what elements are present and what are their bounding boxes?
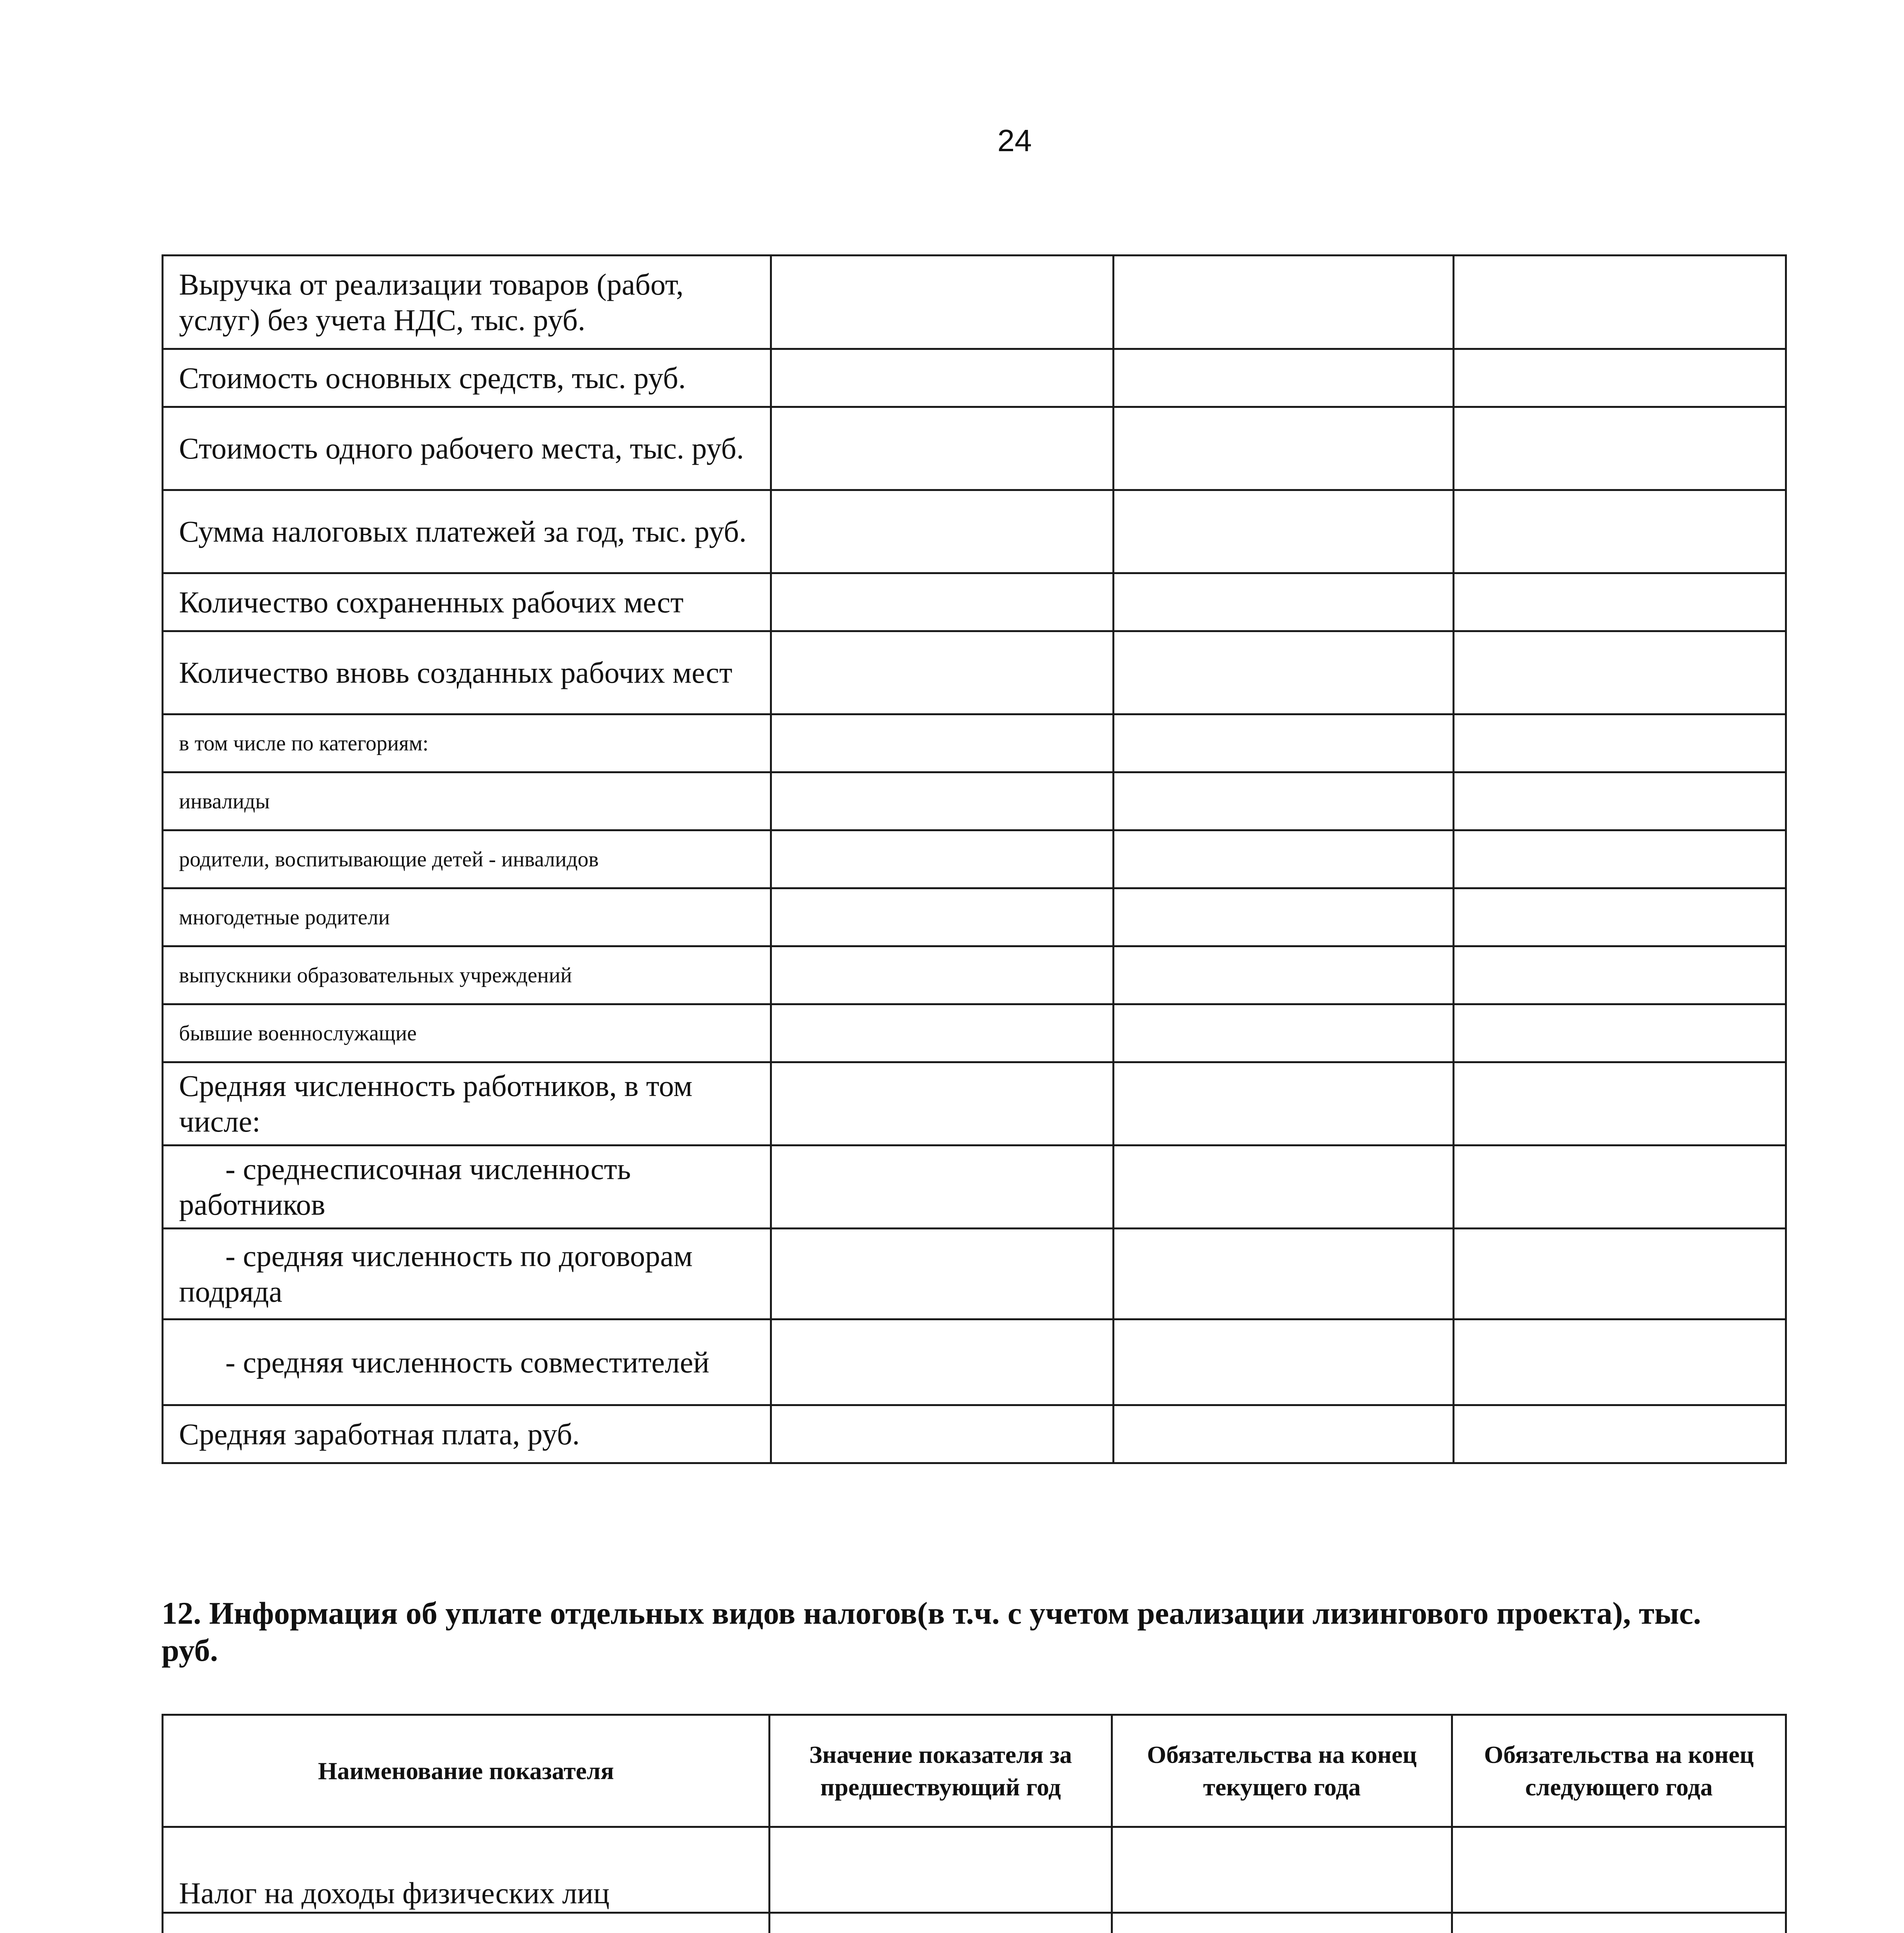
- value-cell[interactable]: [1114, 772, 1454, 830]
- value-cell[interactable]: [1114, 830, 1454, 888]
- row-label-profit-tax: [163, 1913, 770, 1933]
- row-label-parents-disabled-children: родители, воспитывающие детей - инвалидов: [163, 830, 771, 888]
- row-label-payroll-headcount: - среднесписочная численность работников: [163, 1145, 771, 1229]
- row-label-personal-income-tax: Налог на доходы физических лиц: [163, 1827, 770, 1913]
- table-row: [163, 1004, 1786, 1062]
- table-row: [163, 490, 1786, 573]
- value-cell[interactable]: [1454, 256, 1786, 349]
- table-row: [163, 1405, 1786, 1463]
- value-cell[interactable]: [1454, 1004, 1786, 1062]
- section-12-title: 12. Информация об уплате отдельных видов налогов(в т.ч. с учетом реализации лизингового проекта), тыс. руб.: [162, 1595, 1701, 1668]
- table-row: [163, 1827, 1786, 1913]
- table-row: [163, 1062, 1786, 1145]
- row-label-tax-payments: Сумма налоговых платежей за год, тыс. руб.: [163, 490, 771, 573]
- value-cell[interactable]: [1454, 1405, 1786, 1463]
- value-cell[interactable]: [1114, 573, 1454, 631]
- value-cell[interactable]: [771, 1319, 1114, 1405]
- value-cell[interactable]: [1454, 1319, 1786, 1405]
- table-row: [163, 830, 1786, 888]
- row-label-by-categories: в том числе по категориям:: [163, 714, 771, 772]
- table-header-row: [163, 1715, 1786, 1827]
- table-row: [163, 946, 1786, 1004]
- value-cell[interactable]: [771, 830, 1114, 888]
- value-cell[interactable]: [1454, 946, 1786, 1004]
- table-row: [163, 888, 1786, 946]
- value-cell[interactable]: [771, 888, 1114, 946]
- table-row: [163, 631, 1786, 714]
- value-cell[interactable]: [1454, 1145, 1786, 1229]
- row-label-new-jobs: Количество вновь созданных рабочих мест: [163, 631, 771, 714]
- page-number: 24: [997, 123, 1032, 158]
- value-cell[interactable]: [1454, 772, 1786, 830]
- table-row: [163, 349, 1786, 407]
- header-indicator-name: Наименование показателя: [163, 1715, 770, 1827]
- value-cell[interactable]: [1114, 349, 1454, 407]
- header-current-year-end: Обязательства на конец текущего года: [1112, 1715, 1452, 1827]
- value-cell[interactable]: [1454, 1229, 1786, 1319]
- value-cell[interactable]: [771, 256, 1114, 349]
- value-cell[interactable]: [771, 714, 1114, 772]
- table-row: [163, 1913, 1786, 1933]
- value-cell[interactable]: [771, 1229, 1114, 1319]
- value-cell[interactable]: [771, 1145, 1114, 1229]
- row-label-graduates: выпускники образовательных учреждений: [163, 946, 771, 1004]
- value-cell[interactable]: [1454, 888, 1786, 946]
- value-cell[interactable]: [1114, 256, 1454, 349]
- table-row: [163, 256, 1786, 349]
- row-label-fixed-assets: Стоимость основных средств, тыс. руб.: [163, 349, 771, 407]
- value-cell[interactable]: [1114, 1062, 1454, 1145]
- table-row: [163, 1145, 1786, 1229]
- value-cell[interactable]: [1114, 946, 1454, 1004]
- value-cell[interactable]: [1114, 1319, 1454, 1405]
- value-cell[interactable]: [1454, 714, 1786, 772]
- value-cell[interactable]: [1114, 631, 1454, 714]
- value-cell[interactable]: [771, 349, 1114, 407]
- taxes-table: [162, 1714, 1787, 1933]
- row-label-average-headcount: Средняя численность работников, в том числе:: [163, 1062, 771, 1145]
- value-cell[interactable]: [1112, 1913, 1452, 1933]
- header-previous-year: Значение показателя за предшествующий год: [770, 1715, 1112, 1827]
- value-cell[interactable]: [1114, 1145, 1454, 1229]
- table-row: [163, 772, 1786, 830]
- value-cell[interactable]: [771, 1062, 1114, 1145]
- value-cell[interactable]: [1454, 490, 1786, 573]
- value-cell[interactable]: [1114, 1229, 1454, 1319]
- value-cell[interactable]: [1454, 631, 1786, 714]
- value-cell[interactable]: [771, 772, 1114, 830]
- indicators-table: [162, 254, 1787, 1464]
- value-cell[interactable]: [1112, 1827, 1452, 1913]
- table-row: [163, 573, 1786, 631]
- value-cell[interactable]: [770, 1913, 1112, 1933]
- value-cell[interactable]: [1114, 714, 1454, 772]
- value-cell[interactable]: [771, 1405, 1114, 1463]
- value-cell[interactable]: [771, 573, 1114, 631]
- table-row: [163, 1319, 1786, 1405]
- value-cell[interactable]: [1114, 407, 1454, 490]
- table-row: [163, 714, 1786, 772]
- value-cell[interactable]: [771, 631, 1114, 714]
- row-label-part-time-headcount: - средняя численность совместителей: [163, 1319, 771, 1405]
- row-label-revenue: Выручка от реализации товаров (работ, услуг) без учета НДС, тыс. руб.: [163, 256, 771, 349]
- value-cell[interactable]: [1454, 830, 1786, 888]
- value-cell[interactable]: [1454, 407, 1786, 490]
- value-cell[interactable]: [771, 407, 1114, 490]
- value-cell[interactable]: [1114, 1405, 1454, 1463]
- row-label-preserved-jobs: Количество сохраненных рабочих мест: [163, 573, 771, 631]
- row-label-disabled: инвалиды: [163, 772, 771, 830]
- value-cell[interactable]: [771, 946, 1114, 1004]
- table-row: [163, 1229, 1786, 1319]
- value-cell[interactable]: [771, 490, 1114, 573]
- value-cell[interactable]: [1452, 1913, 1786, 1933]
- value-cell[interactable]: [770, 1827, 1112, 1913]
- row-label-veterans: бывшие военнослужащие: [163, 1004, 771, 1062]
- value-cell[interactable]: [1454, 349, 1786, 407]
- value-cell[interactable]: [1454, 573, 1786, 631]
- row-label-average-salary: Средняя заработная плата, руб.: [163, 1405, 771, 1463]
- row-label-contract-headcount: - средняя численность по договорам подряда: [163, 1229, 771, 1319]
- table-row: [163, 407, 1786, 490]
- row-label-large-families: многодетные родители: [163, 888, 771, 946]
- value-cell[interactable]: [771, 1004, 1114, 1062]
- value-cell[interactable]: [1114, 1004, 1454, 1062]
- header-next-year-end: Обязательства на конец следующего года: [1452, 1715, 1786, 1827]
- row-label-workplace-cost: Стоимость одного рабочего места, тыс. руб.: [163, 407, 771, 490]
- value-cell[interactable]: [1452, 1827, 1786, 1913]
- value-cell[interactable]: [1114, 490, 1454, 573]
- value-cell[interactable]: [1454, 1062, 1786, 1145]
- value-cell[interactable]: [1114, 888, 1454, 946]
